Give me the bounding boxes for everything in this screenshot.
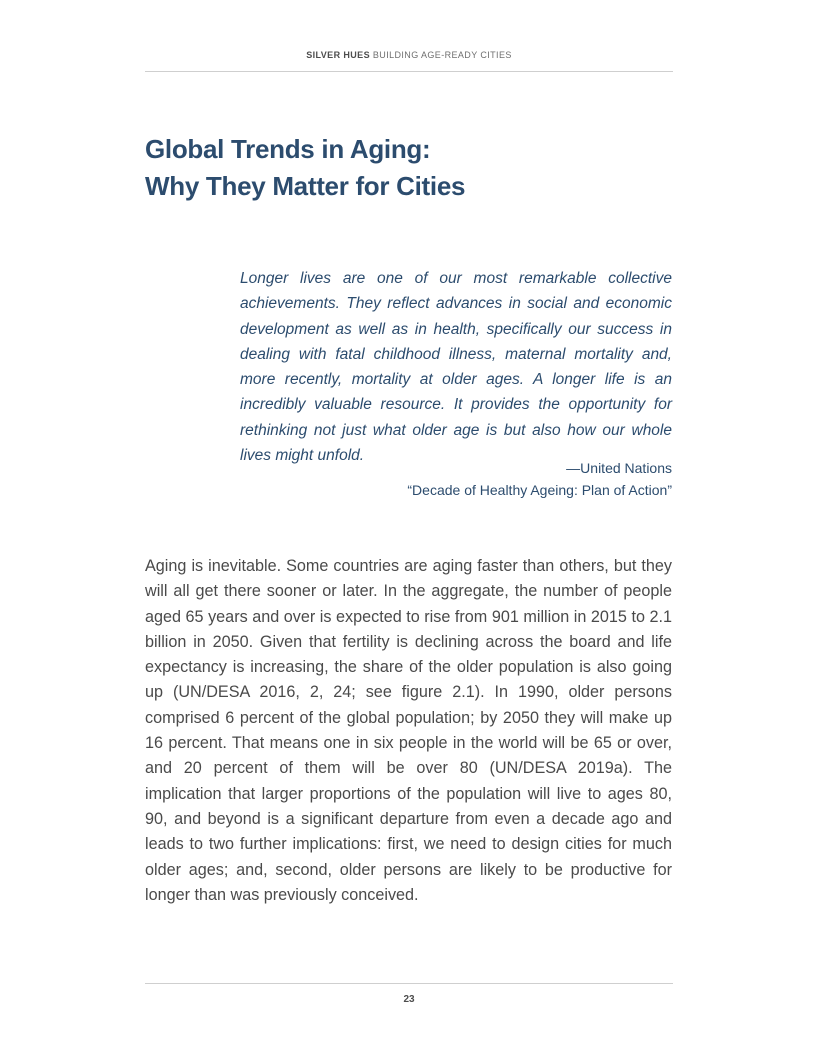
- chapter-title-line-2: Why They Matter for Cities: [145, 171, 466, 201]
- chapter-title-line-1: Global Trends in Aging:: [145, 134, 431, 164]
- chapter-title: [145, 131, 685, 205]
- attribution-author: —United Nations: [566, 460, 672, 476]
- page-number: 23: [403, 994, 415, 1005]
- header-divider: [145, 71, 673, 72]
- header-subtitle: BUILDING AGE-READY CITIES: [372, 50, 512, 60]
- epigraph-attribution: [240, 457, 672, 501]
- header-brand: SILVER HUES: [306, 50, 370, 60]
- attribution-source: “Decade of Healthy Ageing: Plan of Action”: [407, 482, 672, 498]
- footer-divider: [145, 983, 673, 984]
- epigraph-quote: Longer lives are one of our most remarkable collective achievements. They reflect advances in social and economic development as well as in health, specifically our success in dealing with fatal childhood illness, maternal mortality and, more recently, mortality at older ages. A longer life is an incredibly valuable resource. It provides the opportunity for rethinking not just what older age is but also how our whole lives might unfold.: [240, 270, 672, 465]
- body-paragraph: Aging is inevitable. Some countries are aging faster than others, but they will all get there sooner or later. In the aggregate, the number of people aged 65 years and over is expected to rise from 901 million in 2015 to 2.1 billion in 2050. Given that fertility is declining across the board and life expectancy is increasing, the share of the older population is also going up (UN/DESA 2016, 2, 24; see figure 2.1). In 1990, older persons comprised 6 percent of the global population; by 2050 they will make up 16 percent. That means one in six people in the world will be 65 or over, and 20 percent of them will be over 80 (UN/DESA 2019a). The implication that larger proportions of the population will live to ages 80, 90, and beyond is a significant departure from even a decade ago and leads to two further implications: first, we need to design cities for much older ages; and, second, older persons are likely to be productive for longer than was previously conceived.: [145, 557, 672, 904]
- running-header: [145, 50, 673, 60]
